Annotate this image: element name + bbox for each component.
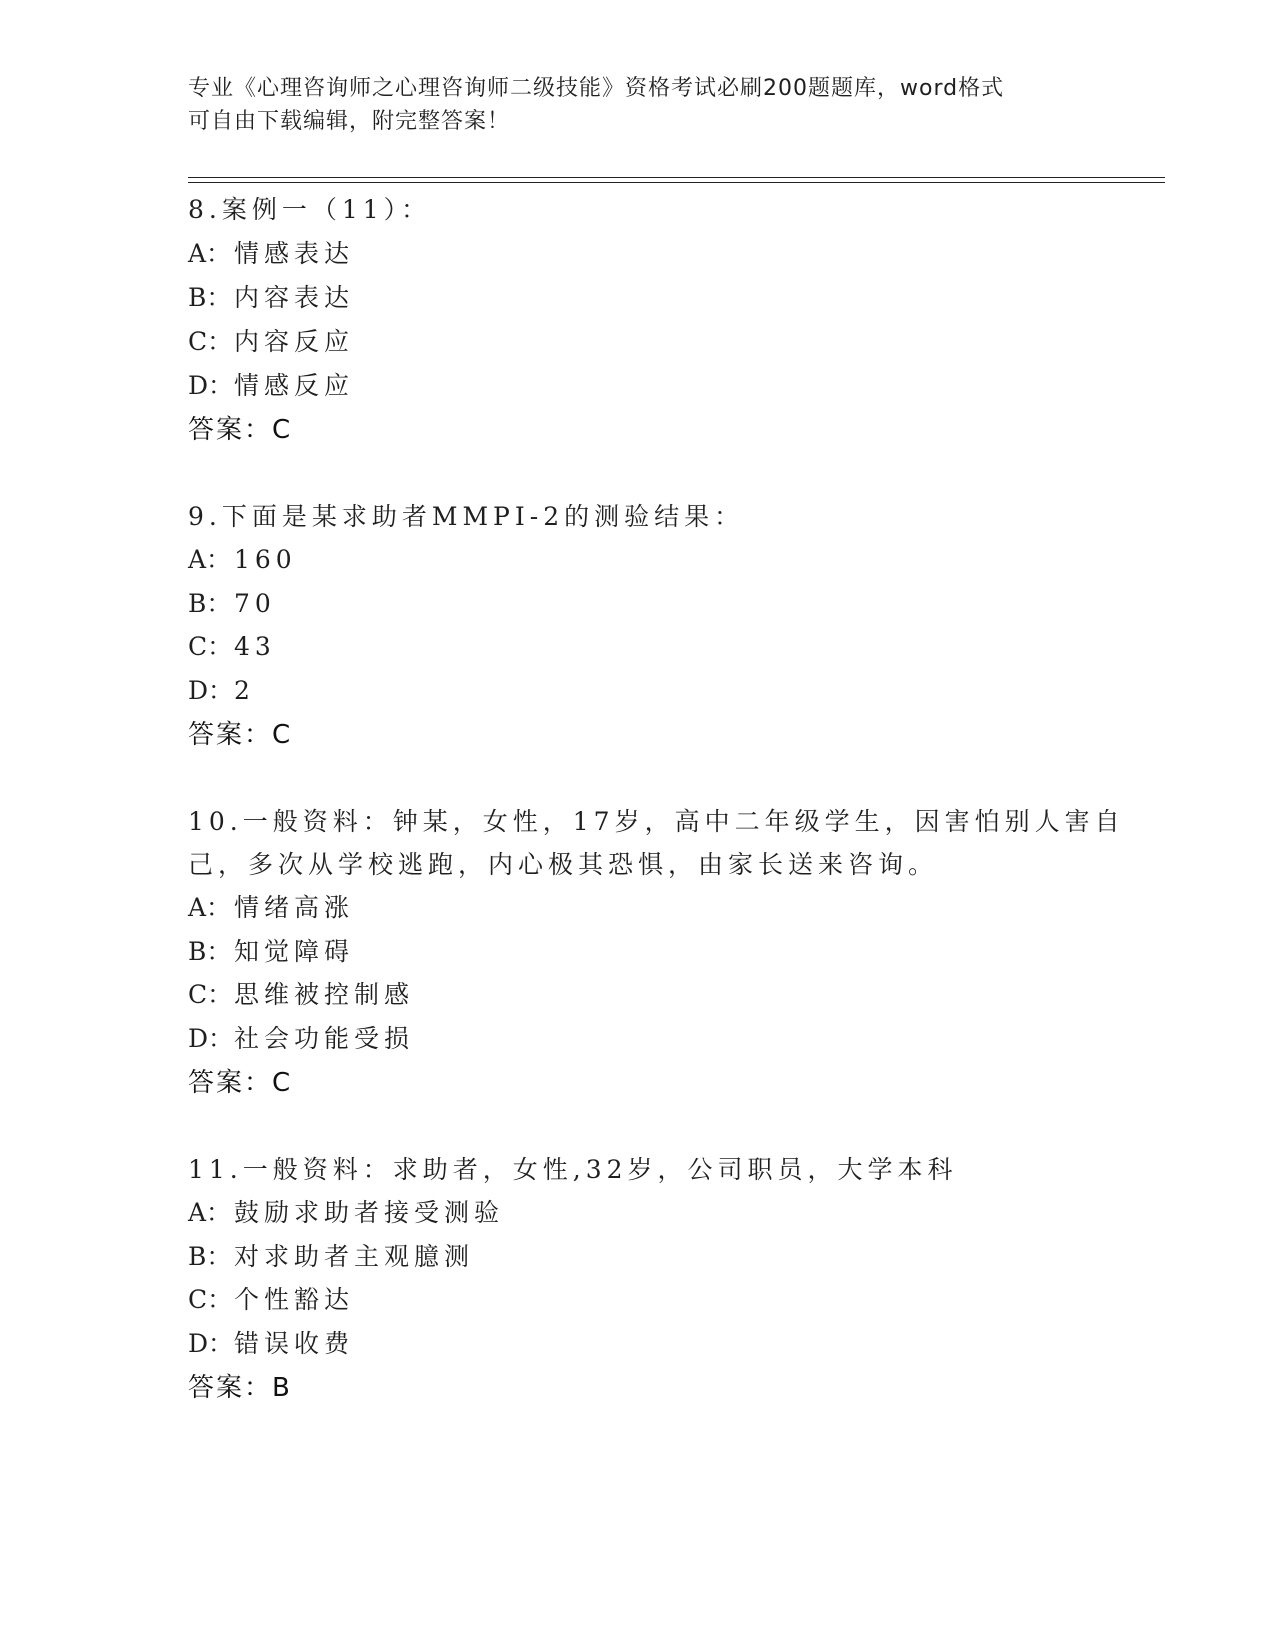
option-label: A： [188, 1198, 232, 1227]
question-10-option-d [188, 1019, 414, 1055]
question-8-option-a [188, 234, 354, 270]
option-text: 知觉障碍 [234, 937, 355, 966]
option-text: 情绪高涨 [234, 893, 355, 922]
question-8-option-c [188, 322, 354, 358]
option-text: 2 [234, 676, 255, 705]
question-9-answer: 答案：C [188, 720, 293, 750]
option-text: 情感表达 [234, 239, 355, 268]
header-line-1: 专业《心理咨询师之心理咨询师二级技能》资格考试必刷200题题库，word格式 [188, 76, 1005, 101]
question-11-option-d [188, 1324, 354, 1360]
question-8-answer: 答案：C [188, 415, 293, 445]
option-text: 情感反应 [234, 371, 355, 400]
question-10-title: 10.一般资料：钟某，女性，17岁，高中二年级学生，因害怕别人害自 [188, 807, 1125, 836]
question-9-option-a [188, 540, 297, 576]
question-11-answer: 答案：B [188, 1373, 292, 1403]
option-label: B： [188, 937, 232, 966]
question-11-title: 11.一般资料：求助者，女性,32岁，公司职员，大学本科 [188, 1155, 958, 1184]
option-text: 70 [234, 589, 276, 618]
option-label: C： [188, 632, 233, 661]
question-11-option-c [188, 1280, 354, 1316]
option-label: A： [188, 545, 232, 574]
option-text: 错误收费 [234, 1329, 355, 1358]
option-text: 社会功能受损 [234, 1024, 415, 1053]
question-9-title: 9.下面是某求助者MMPI-2的测验结果： [188, 502, 745, 531]
option-label: D： [188, 676, 234, 705]
option-label: A： [188, 893, 232, 922]
option-text: 对求助者主观臆测 [234, 1242, 475, 1271]
question-10-answer: 答案：C [188, 1068, 293, 1098]
option-text: 内容反应 [234, 327, 355, 356]
question-9-option-b [188, 584, 276, 620]
option-text: 160 [234, 545, 297, 574]
option-label: C： [188, 980, 233, 1009]
option-text: 内容表达 [234, 283, 355, 312]
option-label: D： [188, 1329, 234, 1358]
option-label: C： [188, 1285, 233, 1314]
question-11-option-a [188, 1193, 504, 1229]
option-label: A： [188, 239, 232, 268]
question-10-option-a [188, 888, 354, 924]
option-label: B： [188, 589, 232, 618]
option-label: D： [188, 371, 234, 400]
question-9-option-c [188, 627, 276, 663]
header-divider-top [188, 177, 1165, 178]
option-label: C： [188, 327, 233, 356]
header-line-2: 可自由下载编辑，附完整答案！ [188, 109, 511, 134]
header-divider-bottom [188, 182, 1165, 183]
option-text: 思维被控制感 [234, 980, 415, 1009]
question-9-option-d [188, 671, 255, 707]
question-8-option-d [188, 366, 354, 402]
question-10-title-continued: 己，多次从学校逃跑，内心极其恐惧，由家长送来咨询。 [188, 850, 939, 879]
question-10-option-b [188, 932, 354, 968]
document-header [188, 72, 1088, 138]
option-text: 鼓励求助者接受测验 [234, 1198, 505, 1227]
option-label: D： [188, 1024, 234, 1053]
option-label: B： [188, 283, 232, 312]
option-text: 个性豁达 [234, 1285, 355, 1314]
question-10-option-c [188, 975, 414, 1011]
question-8-option-b [188, 278, 354, 314]
question-11-option-b [188, 1237, 474, 1273]
option-text: 43 [234, 632, 276, 661]
question-8-title: 8.案例一（11）： [188, 195, 432, 224]
option-label: B： [188, 1242, 232, 1271]
